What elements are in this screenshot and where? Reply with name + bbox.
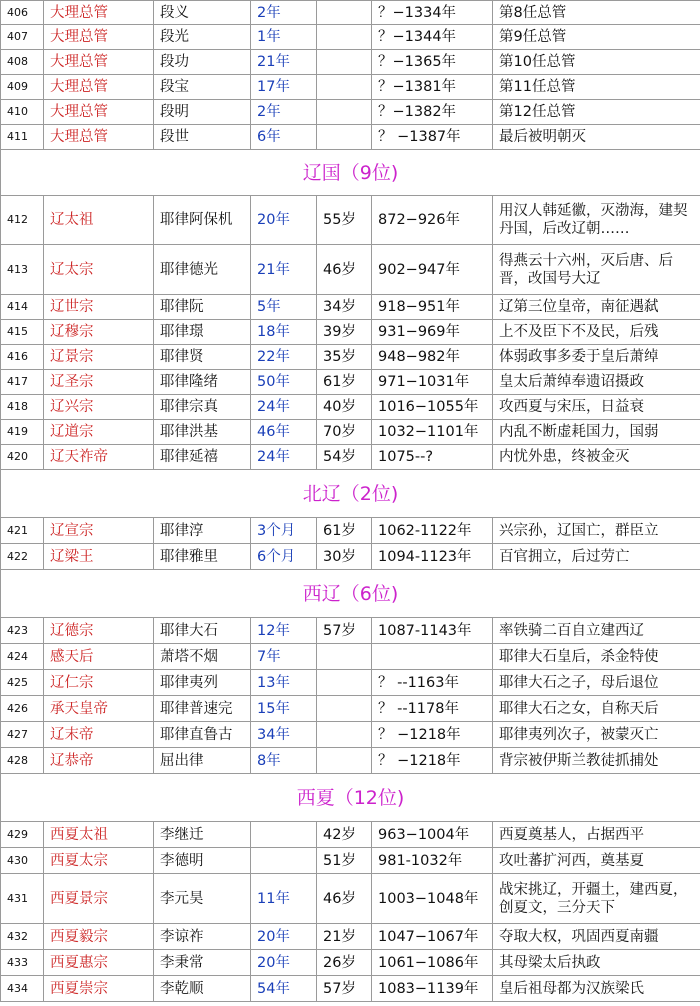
row-number: 421 (1, 518, 44, 544)
row-years: 1083−1139年 (372, 976, 493, 1002)
section-title: 西夏（12位) (1, 774, 700, 822)
row-name: 段光 (154, 25, 251, 50)
row-number: 432 (1, 924, 44, 950)
row-note: 体弱政事多委于皇后萧绰 (493, 345, 700, 370)
row-note: 最后被明朝灭 (493, 125, 700, 150)
row-age (317, 696, 372, 722)
table-row (1, 295, 700, 320)
row-reign-length: 20年 (251, 196, 317, 245)
row-title: 西夏太宗 (44, 848, 154, 874)
row-reign-length: 3个月 (251, 518, 317, 544)
row-name: 耶律普速完 (154, 696, 251, 722)
row-name: 耶律宗真 (154, 395, 251, 420)
row-years: ？ --1163年 (372, 670, 493, 696)
table-row (1, 75, 700, 100)
table-row (1, 618, 700, 644)
table-row (1, 924, 700, 950)
row-years: ？ −1387年 (372, 125, 493, 150)
table-row (1, 950, 700, 976)
row-age: 54岁 (317, 445, 372, 470)
row-name: 段明 (154, 100, 251, 125)
row-name: 耶律璟 (154, 320, 251, 345)
row-title: 西夏景宗 (44, 874, 154, 924)
row-age: 46岁 (317, 245, 372, 295)
row-title: 辽太宗 (44, 245, 154, 295)
row-name: 耶律雅里 (154, 544, 251, 570)
row-note: 第8任总管 (493, 1, 700, 25)
row-years: ？−1382年 (372, 100, 493, 125)
row-note: 耶律大石皇后，杀金特使 (493, 644, 700, 670)
table-row (1, 976, 700, 1002)
row-note: 第9任总管 (493, 25, 700, 50)
row-reign-length: 54年 (251, 976, 317, 1002)
table-row (1, 420, 700, 445)
row-number: 418 (1, 395, 44, 420)
row-name: 耶律阿保机 (154, 196, 251, 245)
row-years: 963−1004年 (372, 822, 493, 848)
table-row (1, 395, 700, 420)
row-age: 51岁 (317, 848, 372, 874)
table-row (1, 874, 700, 924)
row-title: 辽德宗 (44, 618, 154, 644)
table-row (1, 670, 700, 696)
row-years: 1087-1143年 (372, 618, 493, 644)
row-name: 李德明 (154, 848, 251, 874)
row-name: 耶律延禧 (154, 445, 251, 470)
row-title: 辽天祚帝 (44, 445, 154, 470)
row-title: 大理总管 (44, 100, 154, 125)
row-name: 耶律隆绪 (154, 370, 251, 395)
row-title: 大理总管 (44, 25, 154, 50)
row-name: 耶律洪基 (154, 420, 251, 445)
row-years: 1075--? (372, 445, 493, 470)
row-reign-length: 8年 (251, 748, 317, 774)
row-number: 408 (1, 50, 44, 75)
section-header-row (1, 570, 700, 618)
table-row (1, 748, 700, 774)
table-row (1, 644, 700, 670)
row-years: ？−1344年 (372, 25, 493, 50)
row-number: 413 (1, 245, 44, 295)
row-title: 辽道宗 (44, 420, 154, 445)
row-number: 429 (1, 822, 44, 848)
row-age (317, 75, 372, 100)
row-name: 李谅祚 (154, 924, 251, 950)
row-number: 423 (1, 618, 44, 644)
row-years: 971−1031年 (372, 370, 493, 395)
table-row (1, 722, 700, 748)
row-reign-length (251, 822, 317, 848)
row-age (317, 722, 372, 748)
row-age (317, 670, 372, 696)
row-title: 辽穆宗 (44, 320, 154, 345)
table-row (1, 125, 700, 150)
row-reign-length: 12年 (251, 618, 317, 644)
row-reign-length: 5年 (251, 295, 317, 320)
row-age (317, 1, 372, 25)
row-years: ？−1334年 (372, 1, 493, 25)
row-name: 耶律贤 (154, 345, 251, 370)
row-number: 425 (1, 670, 44, 696)
row-note: 兴宗孙，辽国亡，群臣立 (493, 518, 700, 544)
row-years: 1062-1122年 (372, 518, 493, 544)
row-reign-length: 2年 (251, 1, 317, 25)
row-reign-length: 21年 (251, 50, 317, 75)
row-note: 上不及臣下不及民，后残 (493, 320, 700, 345)
row-years: 981-1032年 (372, 848, 493, 874)
row-number: 409 (1, 75, 44, 100)
row-number: 410 (1, 100, 44, 125)
row-reign-length: 20年 (251, 950, 317, 976)
row-reign-length: 2年 (251, 100, 317, 125)
row-name: 萧塔不烟 (154, 644, 251, 670)
row-reign-length: 7年 (251, 644, 317, 670)
table-row (1, 196, 700, 245)
section-title: 辽国（9位) (1, 150, 700, 196)
row-years: 1047−1067年 (372, 924, 493, 950)
table-body (1, 1, 700, 1002)
row-number: 422 (1, 544, 44, 570)
table-row (1, 370, 700, 395)
row-reign-length: 34年 (251, 722, 317, 748)
row-age (317, 25, 372, 50)
row-name: 李乾顺 (154, 976, 251, 1002)
row-age: 57岁 (317, 976, 372, 1002)
row-number: 431 (1, 874, 44, 924)
row-years: ？−1381年 (372, 75, 493, 100)
row-name: 李继迁 (154, 822, 251, 848)
row-title: 辽景宗 (44, 345, 154, 370)
section-title: 北辽（2位) (1, 470, 700, 518)
row-reign-length: 18年 (251, 320, 317, 345)
row-note: 耶律夷列次子，被蒙灭亡 (493, 722, 700, 748)
row-note: 战宋挑辽，开疆土，建西夏，创夏文，三分天下 (493, 874, 700, 924)
row-note: 攻西夏与宋压，日益衰 (493, 395, 700, 420)
row-title: 辽末帝 (44, 722, 154, 748)
row-title: 大理总管 (44, 125, 154, 150)
row-years: 1032−1101年 (372, 420, 493, 445)
row-years: 931−969年 (372, 320, 493, 345)
row-note: 内忧外患，终被金灭 (493, 445, 700, 470)
row-age: 61岁 (317, 370, 372, 395)
row-number: 420 (1, 445, 44, 470)
row-reign-length: 6年 (251, 125, 317, 150)
row-number: 426 (1, 696, 44, 722)
row-title: 承天皇帝 (44, 696, 154, 722)
row-years: ？ −1218年 (372, 722, 493, 748)
row-age: 34岁 (317, 295, 372, 320)
row-note: 得燕云十六州，灭后唐、后晋，改国号大辽 (493, 245, 700, 295)
row-age: 26岁 (317, 950, 372, 976)
row-title: 辽圣宗 (44, 370, 154, 395)
row-number: 430 (1, 848, 44, 874)
row-note: 攻吐蕃扩河西，奠基夏 (493, 848, 700, 874)
row-reign-length (251, 848, 317, 874)
row-age (317, 50, 372, 75)
row-number: 433 (1, 950, 44, 976)
row-number: 434 (1, 976, 44, 1002)
row-name: 段义 (154, 1, 251, 25)
table-row (1, 25, 700, 50)
row-title: 大理总管 (44, 1, 154, 25)
table-row (1, 848, 700, 874)
table-row (1, 245, 700, 295)
row-name: 屈出律 (154, 748, 251, 774)
row-title: 辽宣宗 (44, 518, 154, 544)
table-row (1, 696, 700, 722)
row-number: 417 (1, 370, 44, 395)
row-years: 948−982年 (372, 345, 493, 370)
row-reign-length: 46年 (251, 420, 317, 445)
row-number: 424 (1, 644, 44, 670)
row-reign-length: 21年 (251, 245, 317, 295)
row-years: 1094-1123年 (372, 544, 493, 570)
row-reign-length: 6个月 (251, 544, 317, 570)
row-note: 西夏奠基人，占据西平 (493, 822, 700, 848)
row-title: 辽梁王 (44, 544, 154, 570)
row-name: 耶律直鲁古 (154, 722, 251, 748)
row-number: 428 (1, 748, 44, 774)
row-note: 耶律大石之女，自称天后 (493, 696, 700, 722)
row-years: 872−926年 (372, 196, 493, 245)
row-years (372, 644, 493, 670)
row-reign-length: 50年 (251, 370, 317, 395)
row-title: 辽兴宗 (44, 395, 154, 420)
row-age: 39岁 (317, 320, 372, 345)
row-number: 407 (1, 25, 44, 50)
row-number: 414 (1, 295, 44, 320)
row-title: 感天后 (44, 644, 154, 670)
row-number: 416 (1, 345, 44, 370)
row-note: 皇后祖母都为汉族梁氏 (493, 976, 700, 1002)
table-row (1, 345, 700, 370)
row-number: 406 (1, 1, 44, 25)
row-note: 用汉人韩延徽，灭渤海，建契丹国，后改辽朝…… (493, 196, 700, 245)
row-reign-length: 17年 (251, 75, 317, 100)
row-name: 段宝 (154, 75, 251, 100)
row-number: 415 (1, 320, 44, 345)
row-number: 412 (1, 196, 44, 245)
row-reign-length: 15年 (251, 696, 317, 722)
row-number: 411 (1, 125, 44, 150)
row-years: 1061−1086年 (372, 950, 493, 976)
row-reign-length: 24年 (251, 395, 317, 420)
row-title: 大理总管 (44, 75, 154, 100)
row-note: 率铁骑二百自立建西辽 (493, 618, 700, 644)
row-age: 30岁 (317, 544, 372, 570)
row-reign-length: 13年 (251, 670, 317, 696)
section-header-row (1, 774, 700, 822)
row-reign-length: 20年 (251, 924, 317, 950)
row-age: 35岁 (317, 345, 372, 370)
row-note: 第12任总管 (493, 100, 700, 125)
row-name: 耶律德光 (154, 245, 251, 295)
section-title: 西辽（6位) (1, 570, 700, 618)
row-name: 耶律阮 (154, 295, 251, 320)
section-header-row (1, 470, 700, 518)
row-note: 内乱不断虚耗国力，国弱 (493, 420, 700, 445)
row-number: 427 (1, 722, 44, 748)
section-header-row (1, 150, 700, 196)
row-years: ？−1365年 (372, 50, 493, 75)
row-age (317, 644, 372, 670)
row-title: 辽恭帝 (44, 748, 154, 774)
row-reign-length: 1年 (251, 25, 317, 50)
table-row (1, 518, 700, 544)
row-age: 70岁 (317, 420, 372, 445)
row-age (317, 748, 372, 774)
row-note: 百官拥立，后过劳亡 (493, 544, 700, 570)
row-note: 皇太后萧绰奉遗诏摄政 (493, 370, 700, 395)
row-age: 46岁 (317, 874, 372, 924)
row-name: 耶律夷列 (154, 670, 251, 696)
row-title: 大理总管 (44, 50, 154, 75)
row-note: 第10任总管 (493, 50, 700, 75)
row-years: ？ --1178年 (372, 696, 493, 722)
row-note: 夺取大权，巩固西夏南疆 (493, 924, 700, 950)
row-name: 耶律淳 (154, 518, 251, 544)
row-age: 57岁 (317, 618, 372, 644)
row-title: 西夏惠宗 (44, 950, 154, 976)
row-years: 902−947年 (372, 245, 493, 295)
row-note: 耶律大石之子，母后退位 (493, 670, 700, 696)
table-row (1, 100, 700, 125)
row-age: 40岁 (317, 395, 372, 420)
table-row (1, 822, 700, 848)
row-title: 西夏太祖 (44, 822, 154, 848)
row-title: 西夏崇宗 (44, 976, 154, 1002)
row-title: 辽世宗 (44, 295, 154, 320)
table-row (1, 50, 700, 75)
row-title: 西夏毅宗 (44, 924, 154, 950)
row-note: 其母梁太后执政 (493, 950, 700, 976)
row-age (317, 100, 372, 125)
table-row (1, 320, 700, 345)
row-name: 耶律大石 (154, 618, 251, 644)
row-name: 段功 (154, 50, 251, 75)
row-age: 42岁 (317, 822, 372, 848)
row-years: 918−951年 (372, 295, 493, 320)
row-age (317, 125, 372, 150)
row-years: 1003−1048年 (372, 874, 493, 924)
row-age: 55岁 (317, 196, 372, 245)
row-years: 1016−1055年 (372, 395, 493, 420)
row-reign-length: 24年 (251, 445, 317, 470)
row-years: ？ −1218年 (372, 748, 493, 774)
row-age: 61岁 (317, 518, 372, 544)
row-note: 背宗被伊斯兰教徒抓捕处 (493, 748, 700, 774)
row-note: 第11任总管 (493, 75, 700, 100)
row-name: 李元昊 (154, 874, 251, 924)
row-note: 辽第三位皇帝，南征遇弑 (493, 295, 700, 320)
row-name: 李秉常 (154, 950, 251, 976)
row-number: 419 (1, 420, 44, 445)
row-title: 辽仁宗 (44, 670, 154, 696)
row-title: 辽太祖 (44, 196, 154, 245)
row-name: 段世 (154, 125, 251, 150)
row-age: 21岁 (317, 924, 372, 950)
table-row (1, 1, 700, 25)
row-reign-length: 11年 (251, 874, 317, 924)
table-row (1, 445, 700, 470)
table-row (1, 544, 700, 570)
row-reign-length: 22年 (251, 345, 317, 370)
